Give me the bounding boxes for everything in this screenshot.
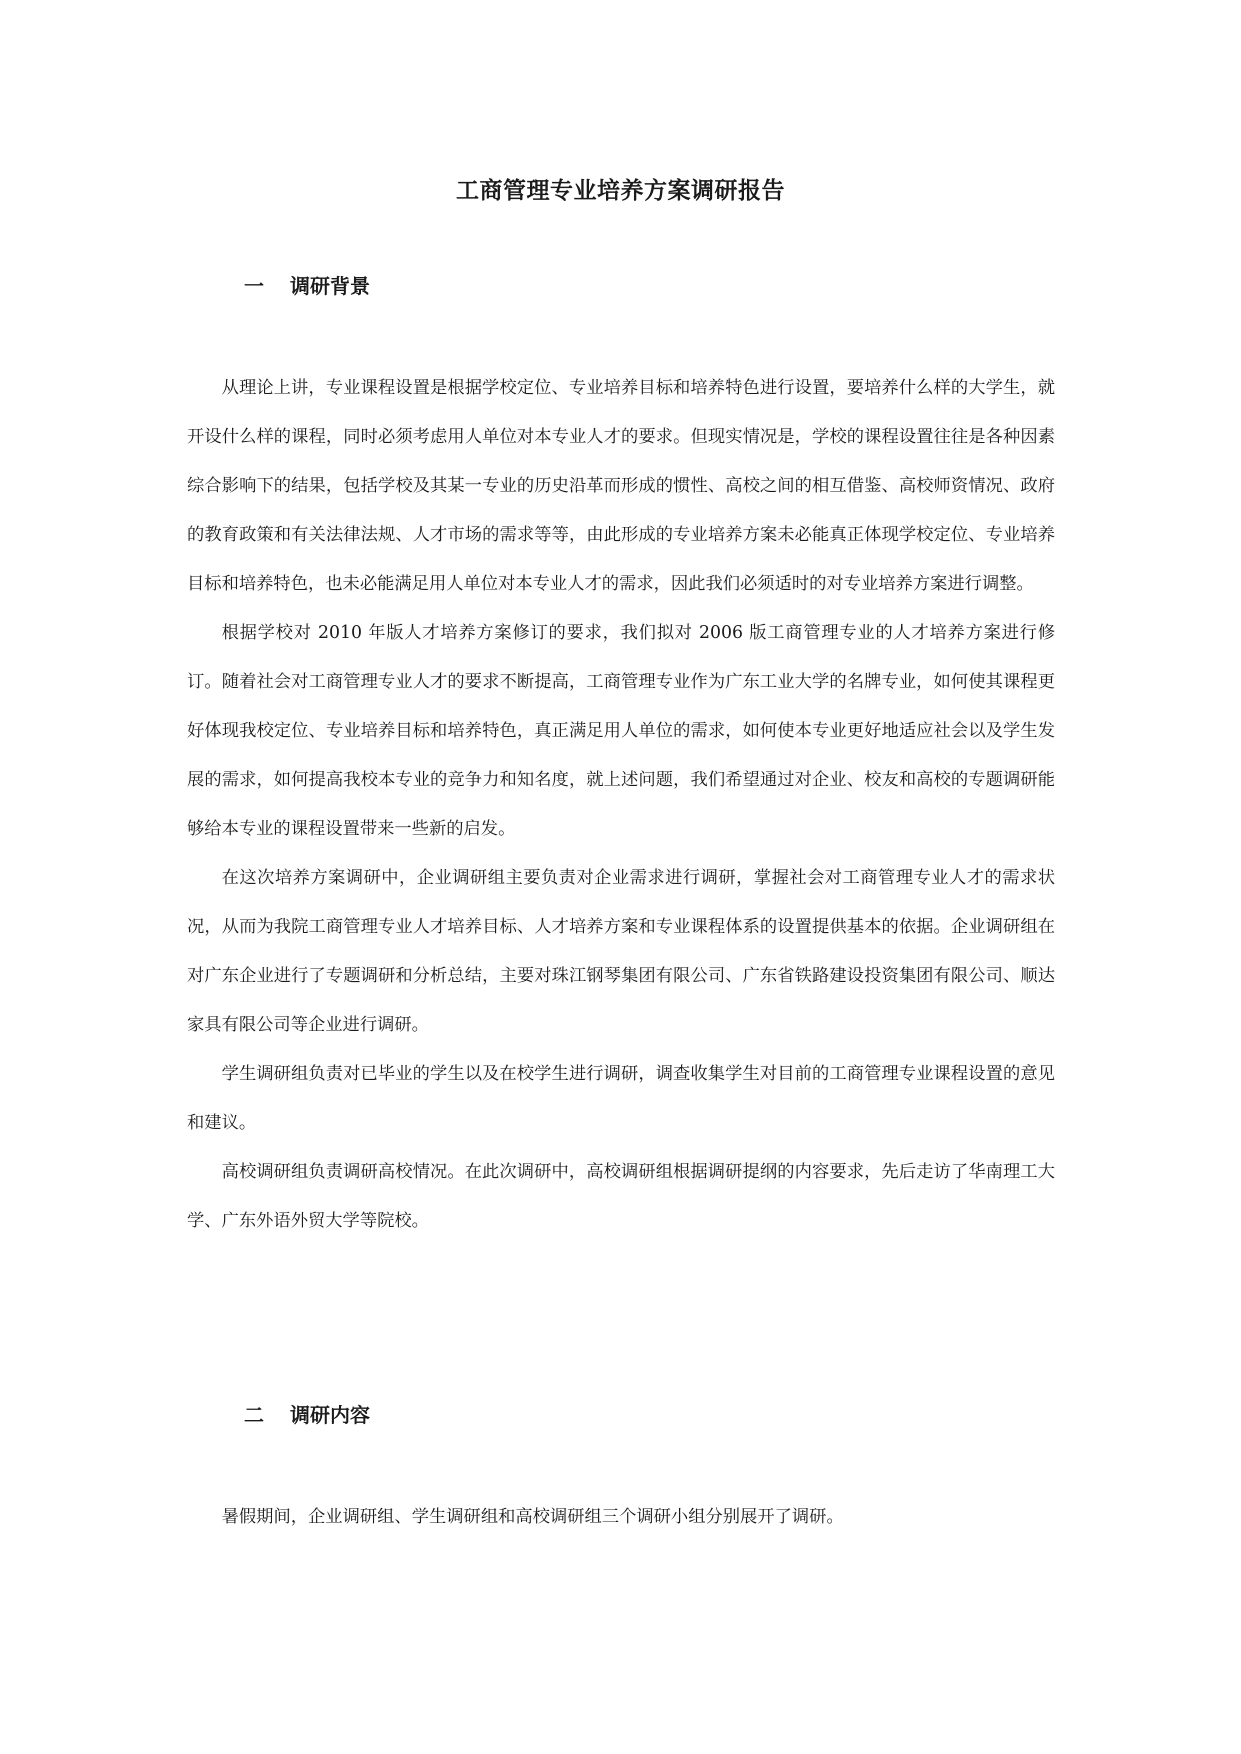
section-heading-text: 调研背景 bbox=[290, 274, 370, 298]
document-title: 工商管理专业培养方案调研报告 bbox=[456, 178, 785, 204]
section-body-content bbox=[187, 1493, 1055, 1542]
section-number: 二 bbox=[244, 1403, 264, 1427]
section-body-background bbox=[187, 364, 1055, 1246]
paragraph: 在这次培养方案调研中，企业调研组主要负责对企业需求进行调研，掌握社会对工商管理专业人才的需求状况，从而为我院工商管理专业人才培养目标、人才培养方案和专业课程体系的设置提供基本的依据。企业调研组在对广东企业进行了专题调研和分析总结，主要对珠江钢琴集团有限公司、广东省铁路建设投资集团有限公司、顺达家具有限公司等企业进行调研。 bbox=[187, 868, 1055, 1035]
section-number: 一 bbox=[244, 274, 264, 298]
paragraph: 根据学校对 2010 年版人才培养方案修订的要求，我们拟对 2006 版工商管理专业的人才培养方案进行修订。随着社会对工商管理专业人才的要求不断提高，工商管理专业作为广东工业大学的名牌专业，如何使其课程更好体现我校定位、专业培养目标和培养特色，真正满足用人单位的需求，如何使本专业更好地适应社会以及学生发展的需求，如何提高我校本专业的竞争力和知名度，就上述问题，我们希望通过对企业、校友和高校的专题调研能够给本专业的课程设置带来一些新的启发。 bbox=[187, 623, 1055, 839]
section-heading-text: 调研内容 bbox=[290, 1403, 370, 1427]
paragraph: 学生调研组负责对已毕业的学生以及在校学生进行调研，调查收集学生对目前的工商管理专业课程设置的意见和建议。 bbox=[187, 1064, 1055, 1133]
section-heading-background bbox=[244, 270, 370, 299]
paragraph: 从理论上讲，专业课程设置是根据学校定位、专业培养目标和培养特色进行设置，要培养什么样的大学生，就开设什么样的课程，同时必须考虑用人单位对本专业人才的要求。但现实情况是，学校的课程设置往往是各种因素综合影响下的结果，包括学校及其某一专业的历史沿革而形成的惯性、高校之间的相互借鉴、高校师资情况、政府的教育政策和有关法律法规、人才市场的需求等等，由此形成的专业培养方案未必能真正体现学校定位、专业培养目标和培养特色，也未必能满足用人单位对本专业人才的需求，因此我们必须适时的对专业培养方案进行调整。 bbox=[187, 378, 1055, 594]
paragraph: 高校调研组负责调研高校情况。在此次调研中，高校调研组根据调研提纲的内容要求，先后走访了华南理工大学、广东外语外贸大学等院校。 bbox=[187, 1162, 1055, 1231]
paragraph: 暑假期间，企业调研组、学生调研组和高校调研组三个调研小组分别展开了调研。 bbox=[221, 1507, 844, 1527]
section-heading-content bbox=[244, 1399, 370, 1428]
